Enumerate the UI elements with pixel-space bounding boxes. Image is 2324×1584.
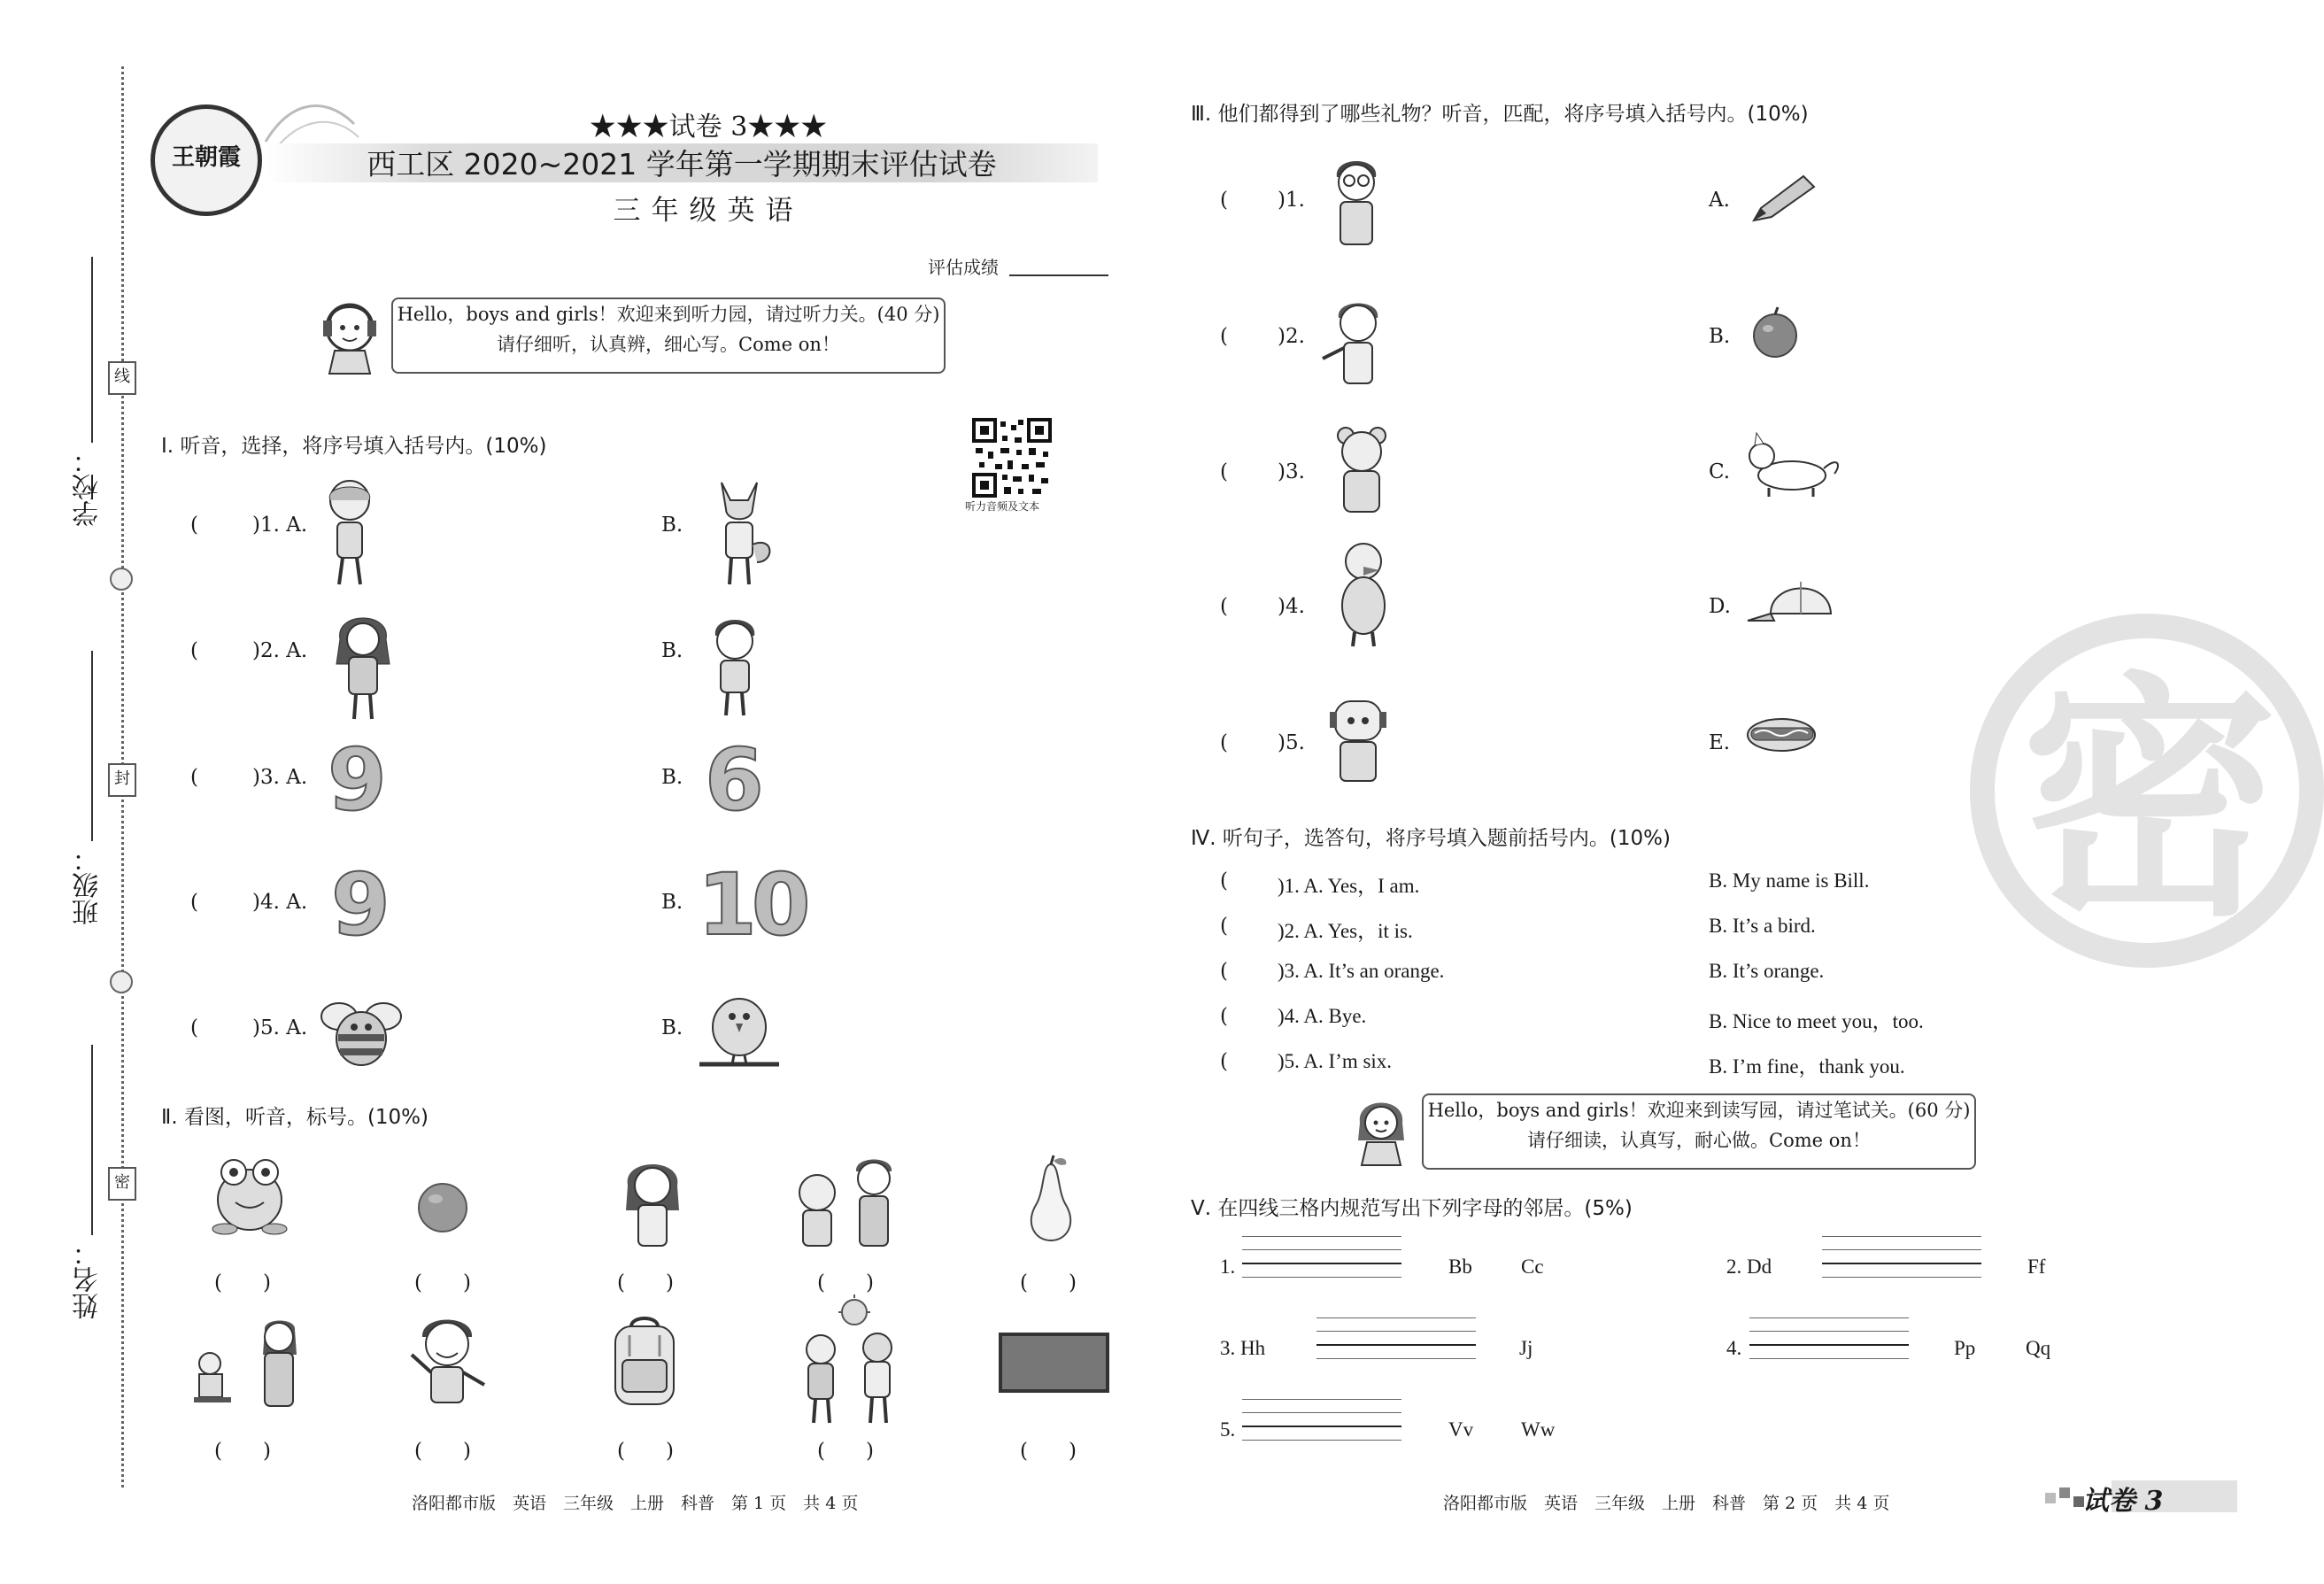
answer-paren[interactable]: ( ) [1020, 1440, 1077, 1463]
s4-q3-a: )3. A. It’s an orange. [1278, 960, 1445, 982]
s1-q2-label: )2. A. [252, 639, 308, 662]
s3-q2-label: )2. [1278, 325, 1305, 348]
s5-q1-num: 1. [1220, 1256, 1236, 1278]
s1-q1-b: B. [661, 514, 683, 537]
s5-q5-letter1: Vv [1448, 1418, 1474, 1441]
answer-paren[interactable]: ( ) [214, 1271, 271, 1294]
answer-paren[interactable]: ( ) [414, 1271, 471, 1294]
boy-icon [1317, 295, 1397, 388]
school-field[interactable] [91, 257, 93, 443]
s5-q4-letter2: Qq [2026, 1337, 2051, 1359]
s5-q1-letter1: Bb [1448, 1256, 1472, 1278]
writing-intro-line1: Hello，boys and girls！欢迎来到读写园，请过笔试关。(60 分) [1427, 1100, 1971, 1121]
headphone-girl-icon [319, 294, 381, 375]
s1-q1-label: )1. A. [252, 514, 308, 537]
writing-intro-line2: 请仔细读，认真写，耐心做。Come on！ [1527, 1130, 1871, 1151]
boy-icon [403, 1310, 491, 1408]
answer-paren[interactable]: ( [1220, 915, 1228, 938]
stamp-char: 密 [2021, 653, 2278, 951]
pear-icon [1020, 1155, 1082, 1244]
answer-paren[interactable]: ( [1220, 460, 1228, 483]
dog-icon [1742, 429, 1844, 500]
orange-icon [416, 1179, 469, 1232]
s1-q3-label: )3. A. [252, 766, 308, 789]
listening-intro-line1: Hello，boys and girls！欢迎来到听力园，请过听力关。(40 分) [397, 304, 940, 325]
footer-left: 洛阳都市版 英语 三年级 上册 科普 第 1 页 共 4 页 [412, 1494, 859, 1513]
s3-opt-c: C. [1709, 460, 1731, 483]
boy-glasses-icon [1321, 152, 1392, 250]
tag-square [2045, 1493, 2056, 1503]
two-children-icon [784, 1155, 907, 1253]
page-tag: 试卷 3 [2082, 1486, 2164, 1517]
s4-q4-b: B. Nice to meet you，too. [1709, 1010, 1924, 1032]
apple-icon [1749, 305, 1802, 359]
s4-q4-a: )4. A. Bye. [1278, 1005, 1367, 1027]
s4-q5-b: B. I’m fine，thank you. [1709, 1055, 1905, 1078]
section2-title: Ⅱ. 看图，听音，标号。(10%) [161, 1106, 429, 1129]
tag-square [2059, 1487, 2070, 1498]
writing-intro-box [1422, 1093, 1976, 1170]
listening-intro-box [391, 297, 946, 374]
s4-q1-b: B. My name is Bill. [1709, 869, 1870, 892]
blackboard-icon [999, 1333, 1109, 1393]
fox-icon [699, 474, 779, 589]
binding-mark-seal: 封 [108, 763, 136, 797]
girl-icon [615, 1155, 691, 1253]
score-field[interactable] [1009, 274, 1108, 276]
writing-lines[interactable] [1242, 1236, 1401, 1290]
writing-lines[interactable] [1242, 1399, 1401, 1453]
answer-paren[interactable]: ( ) [617, 1271, 674, 1294]
s5-q4-num: 4. [1726, 1337, 1742, 1359]
s3-q4-label: )4. [1278, 595, 1305, 618]
robot-icon [1321, 692, 1396, 794]
s3-q3-label: )3. [1278, 460, 1305, 483]
score-label: 评估成绩 [928, 257, 999, 278]
answer-paren[interactable]: ( [190, 1016, 198, 1039]
qr-code-icon[interactable] [972, 418, 1052, 498]
hotdog-icon [1744, 710, 1819, 759]
answer-paren[interactable]: ( [1220, 595, 1228, 618]
s5-q3-letter1: Jj [1519, 1337, 1533, 1359]
girl-writer-icon [1353, 1096, 1409, 1167]
binding-mark-secret: 密 [108, 1167, 136, 1201]
teacher-icon [190, 1319, 305, 1412]
answer-paren[interactable]: ( [1220, 960, 1228, 983]
s3-opt-b: B. [1709, 325, 1731, 348]
pen-icon [1749, 173, 1819, 226]
bird-icon [695, 983, 784, 1076]
section4-title: Ⅳ. 听句子，选答句，将序号填入题前括号内。(10%) [1191, 827, 1671, 850]
writing-lines[interactable] [1749, 1317, 1909, 1372]
section5-title: Ⅴ. 在四线三格内规范写出下列字母的邻居。(5%) [1191, 1197, 1633, 1220]
section3-title: Ⅲ. 他们都得到了哪些礼物？听音，匹配，将序号填入括号内。(10%) [1191, 103, 1809, 126]
answer-paren[interactable]: ( [190, 766, 198, 789]
school-label: 学校： [73, 447, 104, 527]
series-tag: ★★★试卷 3★★★ [589, 112, 828, 143]
class-field[interactable] [91, 651, 93, 841]
s4-q2-b: B. It’s a bird. [1709, 915, 1816, 937]
s1-q5-label: )5. A. [252, 1016, 308, 1039]
s1-q4-label: )4. A. [252, 891, 308, 914]
name-field[interactable] [91, 1045, 93, 1235]
s4-q5-a: )5. A. I’m six. [1278, 1050, 1393, 1072]
duck-icon [1330, 538, 1396, 649]
s5-q2-num: 2. Dd [1726, 1256, 1772, 1278]
answer-paren[interactable]: ( ) [1020, 1271, 1077, 1294]
secret-stamp-watermark [1970, 614, 2324, 968]
s3-q1-label: )1. [1278, 189, 1305, 212]
digit-nine-a: 9 [331, 855, 390, 954]
answer-paren[interactable]: ( [1220, 869, 1228, 892]
s3-q5-label: )5. [1278, 731, 1305, 754]
writing-lines[interactable] [1822, 1236, 1981, 1290]
answer-paren[interactable]: ( ) [817, 1440, 874, 1463]
s5-q5-letter2: Ww [1521, 1418, 1556, 1441]
answer-paren[interactable]: ( [1220, 189, 1228, 212]
binding-hole [110, 568, 133, 591]
brand-logo [151, 104, 262, 216]
boy-icon [699, 611, 770, 717]
s1-q2-b: B. [661, 639, 683, 662]
answer-paren[interactable]: ( [1220, 1005, 1228, 1028]
answer-paren[interactable]: ( [190, 639, 198, 662]
s4-q2-a: )2. A. Yes，it is. [1278, 920, 1413, 942]
qr-caption: 听力音频及文本 [965, 500, 1040, 513]
answer-paren[interactable]: ( [1220, 731, 1228, 754]
footer-right: 洛阳都市版 英语 三年级 上册 科普 第 2 页 共 4 页 [1443, 1494, 1890, 1513]
girl-icon [328, 611, 398, 722]
digit-ten-b: 10 [698, 855, 806, 954]
bee-icon [317, 990, 405, 1074]
cap-icon [1744, 571, 1837, 629]
s5-q2-letter1: Ff [2027, 1256, 2046, 1278]
girl-icon [314, 474, 385, 589]
answer-paren[interactable]: ( ) [414, 1440, 471, 1463]
paper-title: 西工区 2020~2021 学年第一学期期末评估试卷 [367, 147, 997, 182]
logo-text: 王朝霞 [171, 144, 241, 171]
name-label: 姓名： [73, 1240, 104, 1319]
bag-icon [606, 1317, 682, 1410]
s5-q1-letter2: Cc [1521, 1256, 1544, 1278]
writing-lines[interactable] [1316, 1317, 1476, 1372]
binding-hole [110, 970, 133, 993]
s1-q3-b: B. [661, 766, 683, 789]
binding-mark-line: 线 [108, 361, 136, 395]
s3-opt-a: A. [1709, 189, 1730, 212]
s5-q3-num: 3. Hh [1220, 1337, 1266, 1359]
sun-children-icon [792, 1294, 907, 1427]
digit-nine-a: 9 [328, 730, 387, 830]
paper-subject: 三年级英语 [613, 195, 804, 227]
answer-paren[interactable]: ( ) [214, 1440, 271, 1463]
s5-q4-letter1: Pp [1954, 1337, 1976, 1359]
answer-paren[interactable]: ( ) [617, 1440, 674, 1463]
bear-icon [1326, 423, 1397, 521]
answer-paren[interactable]: ( [1220, 325, 1228, 348]
s1-q5-b: B. [661, 1016, 683, 1039]
answer-paren[interactable]: ( [1220, 1050, 1228, 1073]
s3-opt-d: D. [1709, 595, 1731, 618]
s4-q3-b: B. It’s orange. [1709, 960, 1825, 982]
answer-paren[interactable]: ( [190, 514, 198, 537]
s3-opt-e: E. [1709, 731, 1731, 754]
s1-q4-b: B. [661, 891, 683, 914]
listening-intro-line2: 请仔细听，认真辨，细心写。Come on！ [497, 334, 840, 355]
s5-q5-num: 5. [1220, 1418, 1236, 1441]
s4-q1-a: )1. A. Yes，I am. [1278, 875, 1420, 897]
frog-icon [205, 1151, 294, 1240]
class-label: 班级： [73, 846, 104, 925]
answer-paren[interactable]: ( ) [817, 1271, 874, 1294]
answer-paren[interactable]: ( [190, 891, 198, 914]
section1-title: Ⅰ. 听音，选择，将序号填入括号内。(10%) [161, 435, 547, 458]
digit-six-b: 6 [705, 730, 764, 830]
